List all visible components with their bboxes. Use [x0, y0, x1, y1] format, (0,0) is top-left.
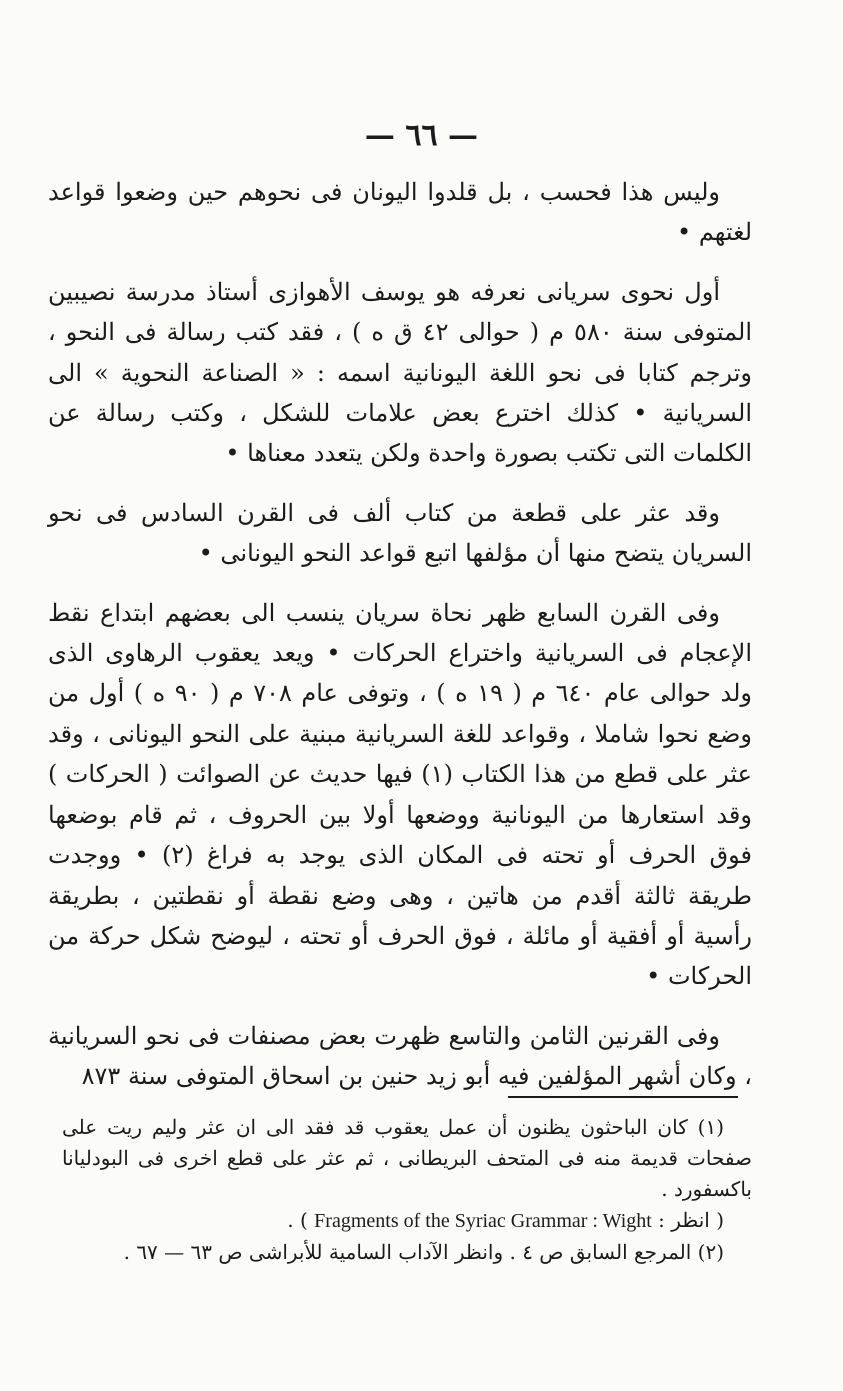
paragraph-1: وليس هذا فحسب ، بل قلدوا اليونان فى نحوهم حين وضعوا قواعد لغتهم • — [48, 178, 752, 247]
footnotes — [62, 1112, 752, 1268]
footnote-2: (٢) المرجع السابق ص ٤ . وانظر الآداب السامية للأبراشى ص ٦٣ — ٦٧ . — [123, 1240, 724, 1264]
footnote-divider — [508, 1096, 738, 1098]
paragraph-4: وفى القرن السابع ظهر نحاة سريان ينسب الى بعضهم ابتداع نقط الإعجام فى السريانية واختراع الحركات • ويعد يعقوب الرهاوى الذى ولد حوالى عام ٦٤٠ م ( ١٩ ه ) ، وتوفى عام ٧٠٨ م ( ٩٠ ه ) أول من وضع نحوا شاملا ، وقواعد للغة السريانية مبنية على النحو اليونانى ، وقد عثر على قطع من هذا الكتاب (١) فيها حديث عن الصوائت ( الحركات ) وقد استعارها من اليونانية ووضعها أولا بين الحروف ، ثم قام بوضعها فوق الحرف أو تحته فى المكان الذى يوجد به فراغ (٢) • ووجدت طريقة ثالثة أقدم من هاتين ، وهى وضع نقطة أو نقطتين ، بطريقة رأسية أو أفقية أو مائلة ، فوق الحرف أو تحته ، ليوضح شكل حركة من الحركات • — [48, 598, 753, 991]
paragraph-2: أول نحوى سريانى نعرفه هو يوسف الأهوازى أستاذ مدرسة نصيبين المتوفى سنة ٥٨٠ م ( حوالى ٤٢ ق ه ) ، فقد كتب رسالة فى النحو ، وترجم كتابا فى نحو اللغة اليونانية اسمه : « الصناعة النحوية » الى السريانية • كذلك اخترع بعض علامات للشكل ، وكتب رسالة عن الكلمات التى تكتب بصورة واحدة ولكن يتعدد معناها • — [48, 277, 752, 468]
paragraph-3: وقد عثر على قطعة من كتاب ألف فى القرن السادس فى نحو السريان يتضح منها أن مؤلفها اتبع قواعد النحو اليونانى • — [48, 498, 752, 568]
body-text — [48, 172, 752, 1097]
footnote-1-reference-title: Fragments of the Syriac Grammar : Wight — [314, 1210, 652, 1232]
footnote-1-reference-open: ( انظر : — [658, 1208, 724, 1232]
paragraph-5: وفى القرنين الثامن والتاسع ظهرت بعض مصنفات فى نحو السريانية ، وكان أشهر المؤلفين فيه أبو زيد حنين بن اسحاق المتوفى سنة ٨٧٣ — [48, 1021, 752, 1091]
footnote-1-reference — [62, 1205, 752, 1237]
page-number: — ٦٦ — — [364, 118, 479, 153]
footnote-1-reference-close: ) . — [287, 1208, 308, 1232]
footnote-1: (١) كان الباحثون يظنون أن عمل يعقوب قد فقد الى ان عثر وليم ريت على صفحات قديمة منه فى المتحف البريطانى ، ثم عثر على قطع اخرى فى البودليانا باكسفورد . — [62, 1115, 752, 1201]
